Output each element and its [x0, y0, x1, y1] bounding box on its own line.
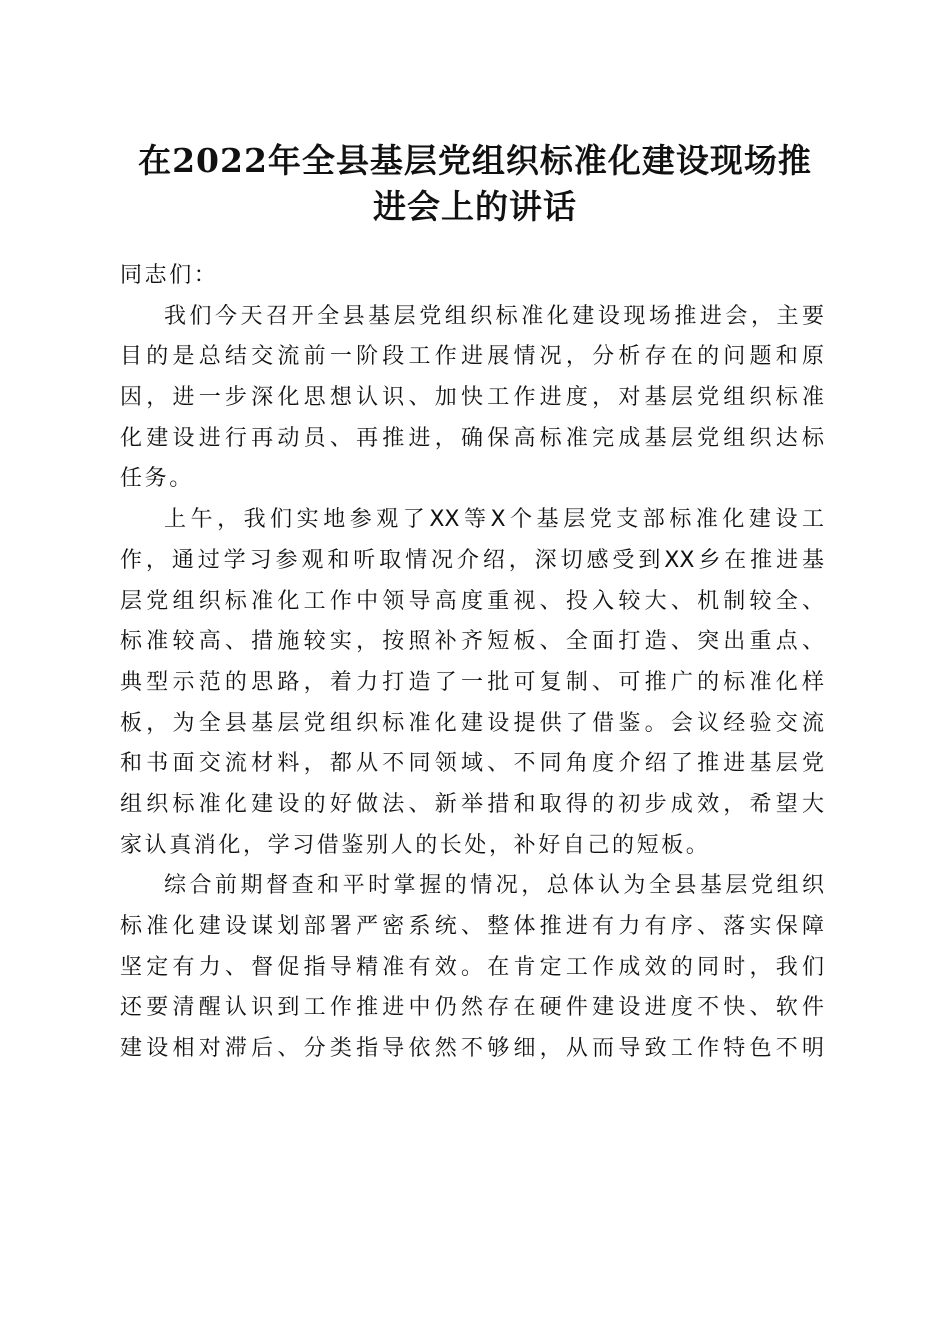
paragraph-1-line-3: 因，进一步深化思想认识、加快工作进度，对基层党组织标准	[120, 385, 824, 411]
paragraph-2-line-7: 和书面交流材料，都从不同领域、不同角度介绍了推进基层党	[120, 751, 824, 777]
paragraph-2-line-4: 标准较高、措施较实，按照补齐短板、全面打造、突出重点、	[120, 629, 824, 655]
paragraph-3-line-4: 还要清醒认识到工作推进中仍然存在硬件建设进度不快、软件	[120, 995, 824, 1021]
paragraph-3-line-2: 标准化建设谋划部署严密系统、整体推进有力有序、落实保障	[120, 914, 824, 939]
paragraph-3-line-1: 综合前期督查和平时掌握的情况，总体认为全县基层党组织	[164, 873, 824, 899]
document-body	[120, 256, 824, 1070]
paragraph-1-line-1: 我们今天召开全县基层党组织标准化建设现场推进会，主要	[164, 303, 824, 329]
title-line-2: 进会上的讲话	[373, 187, 577, 226]
paragraph-2-line-3: 层党组织标准化工作中领导高度重视、投入较大、机制较全、	[120, 588, 824, 614]
paragraph-2-line-1: 上午，我们实地参观了XX等X个基层党支部标准化建设工	[164, 507, 824, 533]
paragraph-2-line-6: 板，为全县基层党组织标准化建设提供了借鉴。会议经验交流	[120, 710, 824, 736]
paragraph-3-line-5: 建设相对滞后、分类指导依然不够细，从而导致工作特色不明	[120, 1036, 824, 1062]
paragraph-2-line-9: 家认真消化，学习借鉴别人的长处，补好自己的短板。	[120, 832, 711, 858]
paragraph-2-line-2: 作，通过学习参观和听取情况介绍，深切感受到XX乡在推进基	[120, 547, 824, 573]
paragraph-1-line-2: 目的是总结交流前一阶段工作进展情况，分析存在的问题和原	[120, 344, 824, 370]
title-line-1: 在2022年全县基层党组织标准化建设现场推	[138, 141, 812, 180]
paragraph-1-line-5: 任务。	[120, 466, 194, 492]
paragraph-2-line-8: 组织标准化建设的好做法、新举措和取得的初步成效，希望大	[120, 791, 824, 817]
document-title	[100, 138, 850, 230]
paragraph-3-line-3: 坚定有力、督促指导精准有效。在肯定工作成效的同时，我们	[120, 954, 824, 980]
paragraph-2-line-5: 典型示范的思路，着力打造了一批可复制、可推广的标准化样	[120, 669, 824, 695]
paragraph-1-line-4: 化建设进行再动员、再推进，确保高标准完成基层党组织达标	[120, 425, 824, 451]
salutation: 同志们：	[120, 263, 219, 288]
